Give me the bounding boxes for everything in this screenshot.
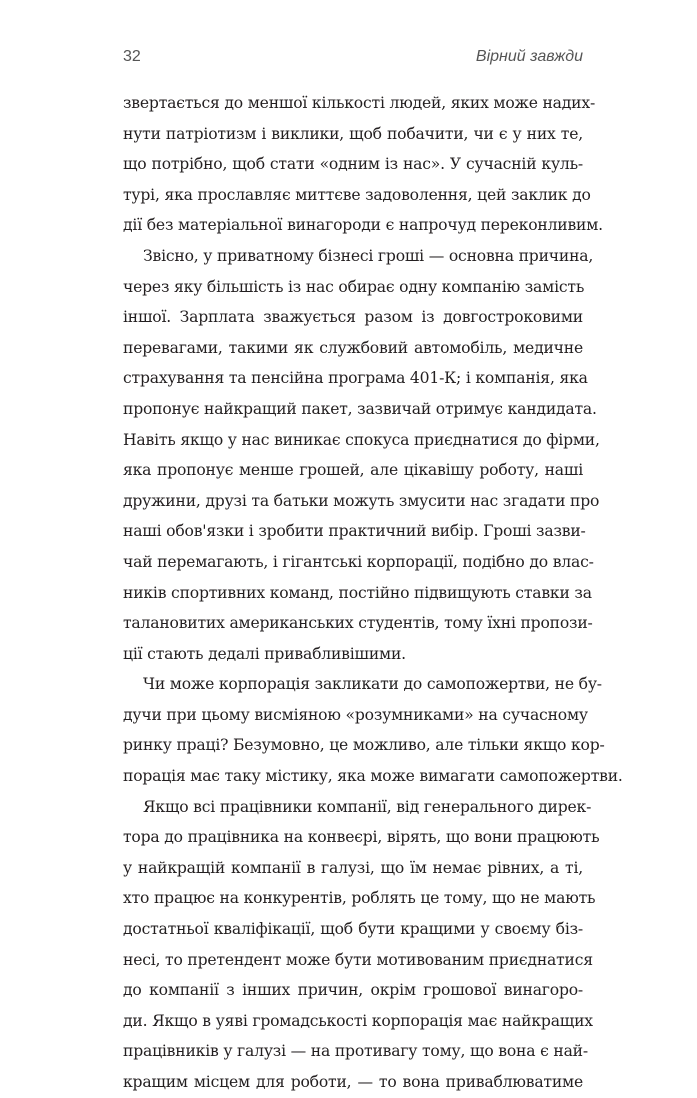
- text-line: ринку праці? Безумовно, це можливо, але тільки якщо кор-: [123, 736, 605, 755]
- text-line: кращим місцем для роботи, — то вона приваблюватиме: [123, 1073, 583, 1091]
- text-line: несі, то претендент може бути мотивованим приєднатися: [123, 950, 593, 969]
- text-line: звертається до меншої кількості людей, яких може надих-: [123, 94, 596, 112]
- text-line: чай перемагають, і гігантські корпорації, подібно до влас-: [123, 552, 594, 571]
- text-line: порація має таку містику, яка може вимагати самопожертви.: [123, 767, 623, 786]
- body-text: [123, 88, 623, 1098]
- text-line: ників спортивних команд, постійно підвищують ставки за: [123, 583, 592, 602]
- paragraph: [123, 669, 623, 791]
- text-line: тора до працівника на конвеєрі, вірять, що вони працюють: [123, 828, 600, 847]
- text-line: до компанії з інших причин, окрім грошової винагоро-: [123, 981, 583, 1000]
- text-line: талановитих американських студентів, тому їхні пропози-: [123, 614, 593, 633]
- text-line: турі, яка прославляє миттєве задоволення, цей заклик до: [123, 185, 591, 204]
- text-line: наші обов'язки і зробити практичний вибір. Гроші зазви-: [123, 522, 586, 541]
- text-line: Чи може корпорація закликати до самопожертви, не бу-: [143, 675, 602, 694]
- text-line: пропонує найкращий пакет, зазвичай отримує кандидата.: [123, 399, 597, 418]
- text-line: у найкращій компанії в галузі, що їм немає рівних, а ті,: [123, 858, 583, 877]
- page-number: 32: [123, 48, 141, 65]
- text-line: нути патріотизм і виклики, щоб побачити, чи є у них те,: [123, 124, 583, 143]
- paragraph: [123, 241, 600, 669]
- paragraph: [123, 88, 603, 241]
- text-line: ції стають дедалі привабливішими.: [123, 644, 406, 663]
- text-line: через яку більшість із нас обирає одну компанію замість: [123, 277, 585, 296]
- text-line: Звісно, у приватному бізнесі гроші — основна причина,: [143, 246, 594, 265]
- text-line: працівників у галузі — на противагу тому, що вона є най-: [123, 1042, 588, 1061]
- text-line: дії без матеріальної винагороди є напрочуд переконливим.: [123, 216, 603, 235]
- text-line: Навіть якщо у нас виникає спокуса приєднатися до фірми,: [123, 430, 600, 449]
- text-line: дружини, друзі та батьки можуть змусити нас згадати про: [123, 491, 600, 510]
- text-line: Якщо всі працівники компанії, від генерального дирек-: [143, 797, 592, 816]
- paragraph: [123, 792, 600, 1098]
- text-line: перевагами, такими як службовий автомобіль, медичне: [123, 338, 583, 357]
- text-line: страхування та пенсійна програма 401-К; і компанія, яка: [123, 369, 588, 388]
- text-line: що потрібно, щоб стати «одним із нас». У сучасній куль-: [123, 155, 583, 174]
- text-line: хто працює на конкурентів, роблять це тому, що не мають: [123, 889, 596, 908]
- text-line: ди. Якщо в уяві громадськості корпорація має найкращих: [123, 1011, 593, 1030]
- running-title: Вірний завжди: [475, 48, 583, 65]
- text-line: достатньої кваліфікації, щоб бути кращими у своєму біз-: [123, 920, 583, 939]
- text-line: іншої. Зарплата зважується разом із довгостроковими: [123, 308, 583, 327]
- page-header: [123, 48, 583, 72]
- text-line: дучи при цьому висміяною «розумниками» на сучасному: [123, 705, 588, 724]
- text-line: яка пропонує менше грошей, але цікавішу роботу, наші: [123, 461, 583, 480]
